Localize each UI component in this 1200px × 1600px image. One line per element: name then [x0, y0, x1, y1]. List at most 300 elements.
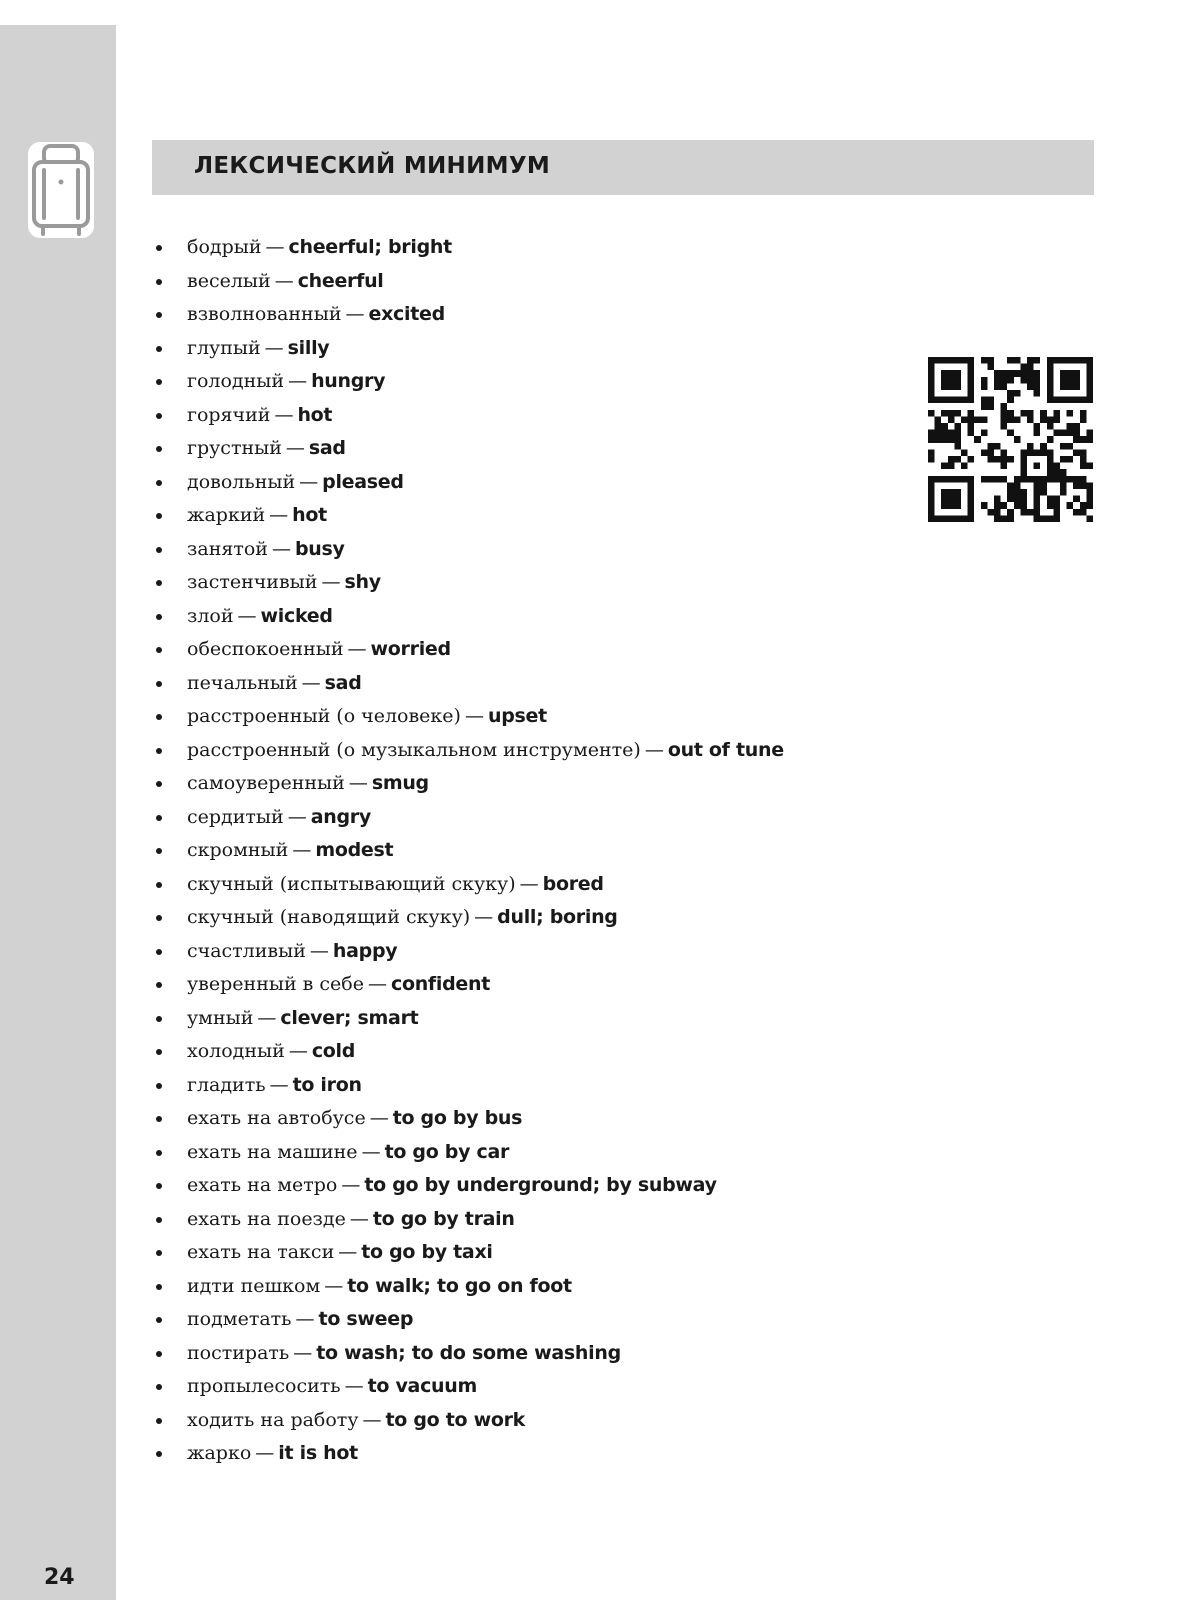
list-item: [152, 1437, 912, 1471]
list-item: [152, 1102, 912, 1136]
qr-module: [941, 502, 948, 509]
qr-module: [1080, 397, 1087, 404]
qr-module: [1067, 397, 1074, 404]
russian-term: счастливый: [187, 939, 306, 962]
separator-dash: —: [301, 671, 321, 694]
separator-dash: —: [349, 1207, 369, 1230]
bullet-icon: [156, 882, 162, 888]
qr-module: [1040, 482, 1047, 489]
english-translation: to go by underground; by subway: [364, 1174, 717, 1196]
qr-module: [1027, 443, 1034, 450]
russian-term: ехать на метро: [187, 1174, 338, 1196]
list-item: [152, 700, 912, 734]
russian-term: ходить на работу: [187, 1408, 359, 1431]
list-item: [152, 1236, 912, 1270]
qr-module: [1060, 397, 1067, 404]
qr-module: [941, 496, 948, 503]
bullet-icon: [156, 346, 162, 352]
qr-module: [1007, 430, 1014, 437]
list-item: [152, 231, 912, 265]
qr-module: [961, 397, 968, 404]
qr-module: [968, 383, 975, 390]
list-item: [152, 399, 912, 433]
qr-module: [1053, 502, 1060, 509]
qr-module: [941, 357, 948, 364]
english-translation: pleased: [322, 470, 404, 493]
qr-module: [1053, 357, 1060, 364]
separator-dash: —: [237, 604, 257, 627]
qr-module: [1034, 482, 1041, 489]
qr-module: [1007, 496, 1014, 503]
separator-dash: —: [348, 772, 368, 794]
qr-module: [1007, 370, 1014, 377]
russian-term: сердитый: [187, 805, 284, 828]
qr-module: [928, 476, 935, 483]
russian-term: жарко: [187, 1442, 252, 1464]
qr-module: [1014, 370, 1021, 377]
list-item: [152, 332, 912, 366]
english-translation: hungry: [311, 370, 386, 392]
qr-module: [1040, 443, 1047, 450]
russian-term: горячий: [187, 403, 271, 426]
qr-module: [1027, 449, 1034, 456]
bullet-icon: [156, 915, 162, 921]
bullet-icon: [156, 1049, 162, 1055]
qr-module: [1086, 370, 1093, 377]
qr-module: [941, 423, 948, 430]
qr-module: [928, 430, 935, 437]
qr-module: [1027, 357, 1034, 364]
qr-code[interactable]: [928, 357, 1093, 522]
separator-dash: —: [367, 973, 387, 995]
qr-module: [1067, 370, 1074, 377]
qr-module: [1086, 390, 1093, 397]
qr-module: [981, 377, 988, 384]
bullet-icon: [156, 681, 162, 687]
english-translation: hot: [292, 504, 327, 526]
qr-module: [935, 416, 942, 423]
qr-module: [928, 390, 935, 397]
qr-module: [1001, 476, 1008, 483]
qr-module: [1047, 364, 1054, 371]
qr-module: [1001, 410, 1008, 417]
russian-term: умный: [187, 1006, 254, 1029]
bullet-icon: [156, 1083, 162, 1089]
qr-module: [981, 502, 988, 509]
qr-module: [954, 410, 961, 417]
separator-dash: —: [519, 872, 539, 895]
qr-module: [1047, 476, 1054, 483]
qr-module: [1047, 383, 1054, 390]
qr-module: [987, 397, 994, 404]
separator-dash: —: [274, 403, 294, 426]
qr-module: [948, 456, 955, 463]
qr-module: [994, 383, 1001, 390]
list-item: [152, 1035, 912, 1069]
qr-module: [987, 456, 994, 463]
qr-module: [928, 449, 935, 456]
qr-module: [1001, 403, 1008, 410]
qr-module: [1027, 383, 1034, 390]
qr-module: [987, 509, 994, 516]
qr-module: [974, 416, 981, 423]
bullet-icon: [156, 714, 162, 720]
qr-module: [1020, 410, 1027, 417]
qr-module: [1001, 416, 1008, 423]
qr-module: [954, 436, 961, 443]
russian-term: расстроенный (о человеке): [187, 705, 461, 727]
qr-module: [1034, 476, 1041, 483]
qr-module: [1014, 436, 1021, 443]
separator-dash: —: [324, 1274, 344, 1297]
qr-module: [994, 456, 1001, 463]
bullet-icon: [156, 1418, 162, 1424]
qr-module: [941, 463, 948, 470]
qr-module: [1080, 482, 1087, 489]
english-translation: to go by bus: [392, 1107, 523, 1129]
qr-module: [987, 476, 994, 483]
qr-module: [1080, 436, 1087, 443]
qr-module: [1073, 509, 1080, 516]
list-item: [152, 1069, 912, 1103]
qr-module: [968, 489, 975, 496]
bullet-icon: [156, 1317, 162, 1323]
qr-module: [1047, 449, 1054, 456]
separator-dash: —: [341, 1174, 361, 1196]
qr-module: [1080, 410, 1087, 417]
qr-module: [1073, 436, 1080, 443]
english-translation: bored: [542, 872, 604, 895]
qr-module: [948, 370, 955, 377]
suitcase-icon: [26, 140, 96, 240]
qr-module: [935, 430, 942, 437]
qr-module: [987, 449, 994, 456]
qr-module: [1034, 377, 1041, 384]
qr-module: [994, 476, 1001, 483]
qr-module: [935, 357, 942, 364]
qr-module: [994, 515, 1001, 522]
separator-dash: —: [287, 805, 307, 828]
english-translation: to sweep: [318, 1308, 414, 1330]
qr-module: [954, 443, 961, 450]
english-translation: to go to work: [385, 1408, 525, 1431]
qr-module: [981, 403, 988, 410]
english-translation: to iron: [292, 1073, 362, 1096]
russian-term: подметать: [187, 1308, 292, 1330]
qr-module: [1027, 509, 1034, 516]
qr-module: [1014, 390, 1021, 397]
qr-module: [1001, 502, 1008, 509]
english-translation: cold: [311, 1040, 356, 1062]
qr-module: [1027, 377, 1034, 384]
qr-module: [1060, 443, 1067, 450]
separator-dash: —: [321, 571, 341, 593]
russian-term: грустный: [187, 437, 282, 459]
list-item: [152, 767, 912, 801]
qr-module: [968, 410, 975, 417]
english-translation: silly: [287, 336, 330, 359]
vocabulary-list: [152, 231, 912, 1471]
list-item: [152, 834, 912, 868]
bullet-icon: [156, 1217, 162, 1223]
qr-module: [994, 377, 1001, 384]
qr-module: [1086, 436, 1093, 443]
qr-module: [954, 456, 961, 463]
russian-term: довольный: [187, 470, 296, 493]
list-item: [152, 1337, 912, 1371]
qr-module: [1034, 496, 1041, 503]
bullet-icon: [156, 1150, 162, 1156]
qr-module: [1007, 515, 1014, 522]
qr-module: [1086, 502, 1093, 509]
english-translation: clever; smart: [280, 1006, 419, 1029]
separator-dash: —: [292, 839, 312, 861]
qr-module: [1073, 383, 1080, 390]
russian-term: обеспокоенный: [187, 638, 344, 660]
qr-module: [928, 383, 935, 390]
qr-module: [1067, 383, 1074, 390]
qr-module: [1060, 383, 1067, 390]
qr-module: [1014, 416, 1021, 423]
english-translation: hot: [297, 403, 333, 426]
russian-term: скучный (испытывающий скуку): [187, 872, 516, 895]
qr-module: [1053, 476, 1060, 483]
qr-module: [968, 397, 975, 404]
qr-module: [1027, 416, 1034, 423]
qr-module: [1047, 502, 1054, 509]
qr-module: [928, 515, 935, 522]
qr-module: [941, 410, 948, 417]
qr-module: [1040, 476, 1047, 483]
qr-module: [1073, 423, 1080, 430]
qr-module: [941, 476, 948, 483]
separator-dash: —: [288, 370, 308, 392]
bullet-icon: [156, 480, 162, 486]
qr-module: [981, 430, 988, 437]
list-item: [152, 935, 912, 969]
qr-module: [968, 390, 975, 397]
list-item: [152, 1136, 912, 1170]
qr-module: [1086, 357, 1093, 364]
english-translation: confident: [390, 973, 491, 995]
qr-module: [1034, 423, 1041, 430]
separator-dash: —: [309, 939, 329, 962]
qr-module: [1020, 509, 1027, 516]
qr-module: [948, 502, 955, 509]
english-translation: out of tune: [667, 738, 784, 761]
qr-module: [1027, 364, 1034, 371]
page-title: ЛЕКСИЧЕСКИЙ МИНИМУМ: [194, 153, 551, 179]
bullet-icon: [156, 1451, 162, 1457]
english-translation: cheerful; bright: [288, 236, 452, 258]
qr-module: [941, 377, 948, 384]
qr-module: [928, 410, 935, 417]
qr-module: [1080, 463, 1087, 470]
qr-module: [1040, 489, 1047, 496]
english-translation: to go by taxi: [361, 1241, 493, 1263]
qr-module: [935, 515, 942, 522]
english-translation: smug: [371, 772, 429, 794]
bullet-icon: [156, 848, 162, 854]
qr-module: [1047, 436, 1054, 443]
qr-module: [1053, 430, 1060, 437]
qr-module: [1014, 502, 1021, 509]
separator-dash: —: [285, 437, 305, 459]
separator-dash: —: [369, 1107, 389, 1129]
separator-dash: —: [269, 1073, 289, 1096]
qr-module: [948, 410, 955, 417]
russian-term: самоуверенный: [187, 772, 345, 794]
qr-module: [1020, 496, 1027, 503]
qr-module: [994, 370, 1001, 377]
bullet-icon: [156, 982, 162, 988]
bullet-icon: [156, 1384, 162, 1390]
qr-module: [968, 456, 975, 463]
qr-module: [1007, 416, 1014, 423]
qr-module: [981, 357, 988, 364]
qr-module: [1047, 357, 1054, 364]
qr-module: [1086, 482, 1093, 489]
qr-module: [954, 423, 961, 430]
separator-dash: —: [255, 1442, 275, 1464]
russian-term: жаркий: [187, 504, 266, 526]
qr-module: [1034, 390, 1041, 397]
qr-module: [1014, 489, 1021, 496]
qr-module: [974, 436, 981, 443]
english-translation: busy: [294, 537, 345, 560]
qr-module: [1086, 489, 1093, 496]
qr-module: [1020, 476, 1027, 483]
qr-module: [1053, 515, 1060, 522]
qr-module: [1034, 357, 1041, 364]
qr-module: [1073, 430, 1080, 437]
qr-module: [1060, 476, 1067, 483]
qr-module: [1020, 489, 1027, 496]
qr-module: [968, 502, 975, 509]
english-translation: to wash; to do some washing: [316, 1341, 621, 1364]
qr-module: [948, 383, 955, 390]
qr-module: [981, 383, 988, 390]
english-translation: it is hot: [278, 1442, 358, 1464]
qr-module: [948, 397, 955, 404]
list-item: [152, 1370, 912, 1404]
qr-module: [961, 449, 968, 456]
qr-module: [1060, 370, 1067, 377]
qr-module: [968, 515, 975, 522]
list-item: [152, 1270, 912, 1304]
qr-module: [1067, 423, 1074, 430]
list-item: [152, 667, 912, 701]
separator-dash: —: [362, 1408, 382, 1431]
qr-module: [1086, 515, 1093, 522]
qr-module: [928, 456, 935, 463]
list-item: [152, 265, 912, 299]
russian-term: бодрый: [187, 236, 262, 258]
qr-module: [935, 423, 942, 430]
qr-module: [961, 357, 968, 364]
qr-module: [1053, 469, 1060, 476]
qr-module: [1014, 357, 1021, 364]
bullet-icon: [156, 1250, 162, 1256]
qr-module: [1073, 377, 1080, 384]
english-translation: cheerful: [297, 269, 384, 292]
qr-module: [948, 416, 955, 423]
qr-module: [1040, 449, 1047, 456]
russian-term: пропылесосить: [187, 1375, 341, 1397]
qr-module: [961, 463, 968, 470]
qr-module: [928, 496, 935, 503]
qr-module: [1034, 383, 1041, 390]
qr-module: [1080, 357, 1087, 364]
qr-module: [1086, 463, 1093, 470]
qr-module: [1053, 410, 1060, 417]
list-item: [152, 466, 912, 500]
list-item: [152, 1203, 912, 1237]
russian-term: холодный: [187, 1040, 285, 1062]
qr-module: [1073, 482, 1080, 489]
russian-term: ехать на машине: [187, 1140, 358, 1163]
qr-module: [928, 489, 935, 496]
qr-module: [1034, 430, 1041, 437]
separator-dash: —: [264, 336, 284, 359]
qr-module: [1060, 456, 1067, 463]
separator-dash: —: [338, 1241, 358, 1263]
qr-module: [1020, 370, 1027, 377]
separator-dash: —: [464, 705, 484, 727]
qr-module: [1014, 482, 1021, 489]
section-header: [152, 140, 1094, 195]
bullet-icon: [156, 1016, 162, 1022]
qr-module: [928, 364, 935, 371]
qr-module: [1080, 476, 1087, 483]
qr-module: [968, 370, 975, 377]
qr-module: [968, 430, 975, 437]
qr-module: [987, 357, 994, 364]
qr-module: [1086, 397, 1093, 404]
qr-module: [1086, 364, 1093, 371]
qr-module: [968, 476, 975, 483]
qr-module: [1047, 469, 1054, 476]
qr-module: [1014, 476, 1021, 483]
qr-module: [1027, 410, 1034, 417]
qr-module: [1007, 357, 1014, 364]
russian-term: глупый: [187, 336, 261, 359]
qr-module: [941, 383, 948, 390]
qr-module: [1047, 496, 1054, 503]
qr-module: [954, 357, 961, 364]
qr-module: [1001, 423, 1008, 430]
russian-term: веселый: [187, 269, 271, 292]
english-translation: angry: [310, 805, 371, 828]
qr-module: [1034, 502, 1041, 509]
qr-module: [948, 430, 955, 437]
english-translation: worried: [370, 638, 451, 660]
qr-module: [1086, 430, 1093, 437]
qr-module: [1060, 357, 1067, 364]
qr-module: [961, 416, 968, 423]
qr-module: [948, 489, 955, 496]
list-item: [152, 1169, 912, 1203]
qr-module: [1053, 509, 1060, 516]
bullet-icon: [156, 513, 162, 519]
qr-module: [1001, 456, 1008, 463]
qr-module: [1080, 456, 1087, 463]
bullet-icon: [156, 815, 162, 821]
russian-term: расстроенный (о музыкальном инструменте): [187, 738, 641, 761]
qr-module: [928, 377, 935, 384]
bullet-icon: [156, 547, 162, 553]
qr-module: [935, 476, 942, 483]
